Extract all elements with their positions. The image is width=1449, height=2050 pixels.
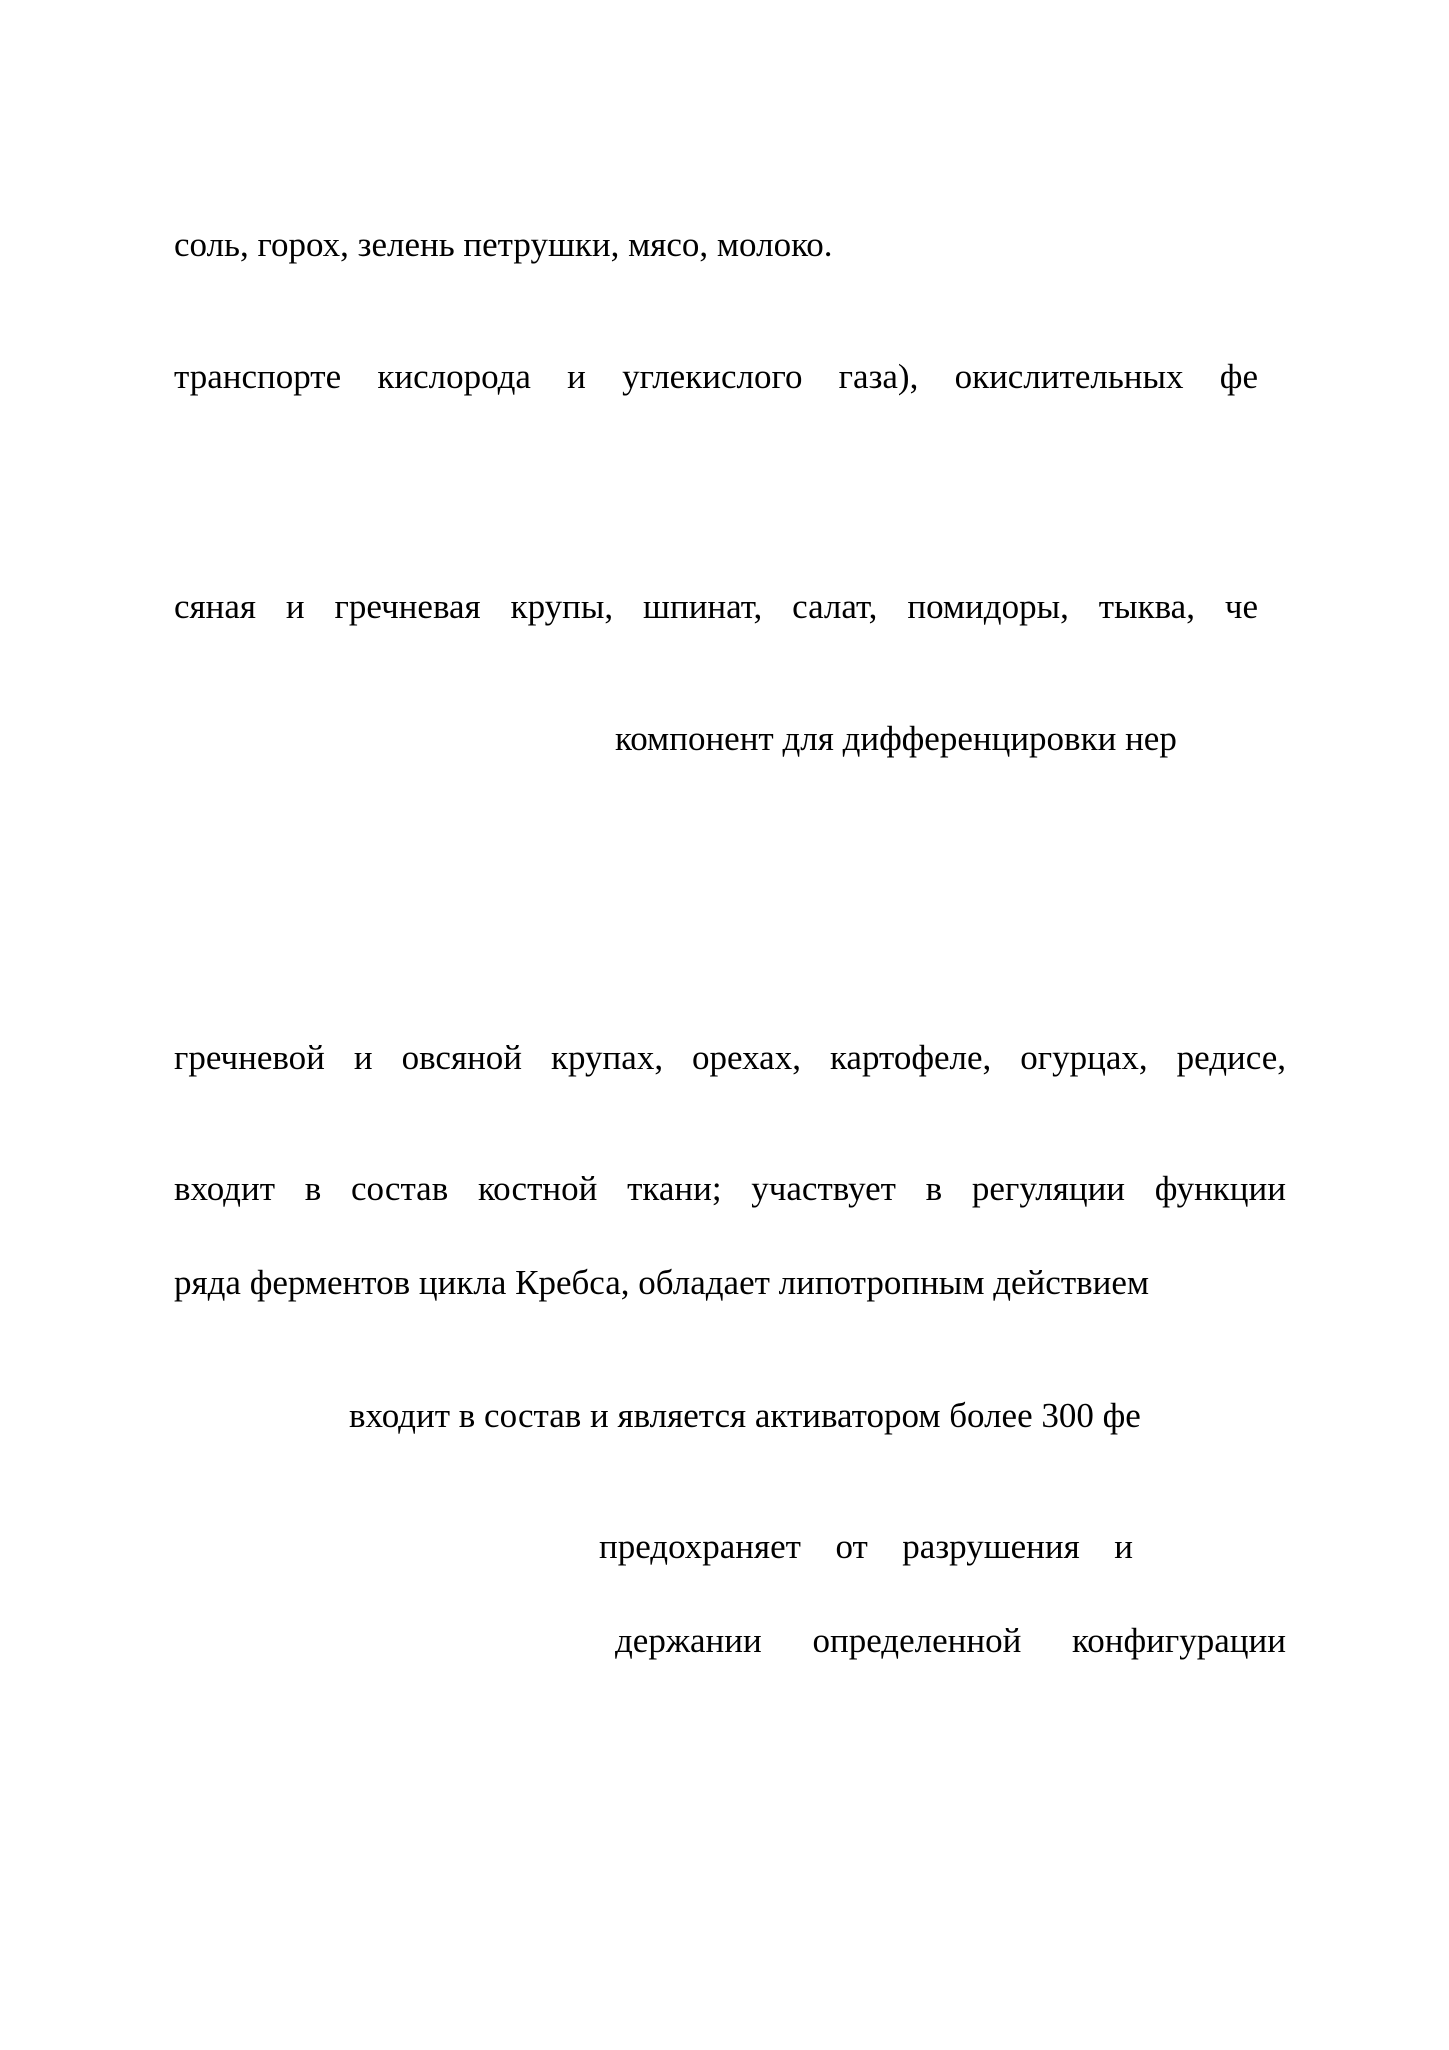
text-line-7: ряда ферментов цикла Кребса, обладает липотропным действием bbox=[174, 1263, 1150, 1302]
text-line-1: соль, горох, зелень петрушки, мясо, молоко. bbox=[174, 225, 833, 264]
text-line-6: входит в состав костной ткани; участвует в регуляции функции bbox=[174, 1169, 1286, 1208]
text-line-10: держании определенной конфигурации bbox=[615, 1621, 1286, 1660]
text-line-3: сяная и гречневая крупы, шпинат, салат, помидоры, тыква, че bbox=[174, 587, 1258, 626]
text-line-8: входит в состав и является активатором более 300 фе bbox=[349, 1396, 1141, 1435]
text-line-2: транспорте кислорода и углекислого газа), окислительных фе bbox=[174, 357, 1258, 396]
text-line-9: предохраняет от разрушения и bbox=[599, 1527, 1133, 1566]
text-line-4: компонент для дифференцировки нер bbox=[615, 719, 1177, 758]
text-line-5: гречневой и овсяной крупах, орехах, картофеле, огурцах, редисе, bbox=[174, 1038, 1286, 1077]
